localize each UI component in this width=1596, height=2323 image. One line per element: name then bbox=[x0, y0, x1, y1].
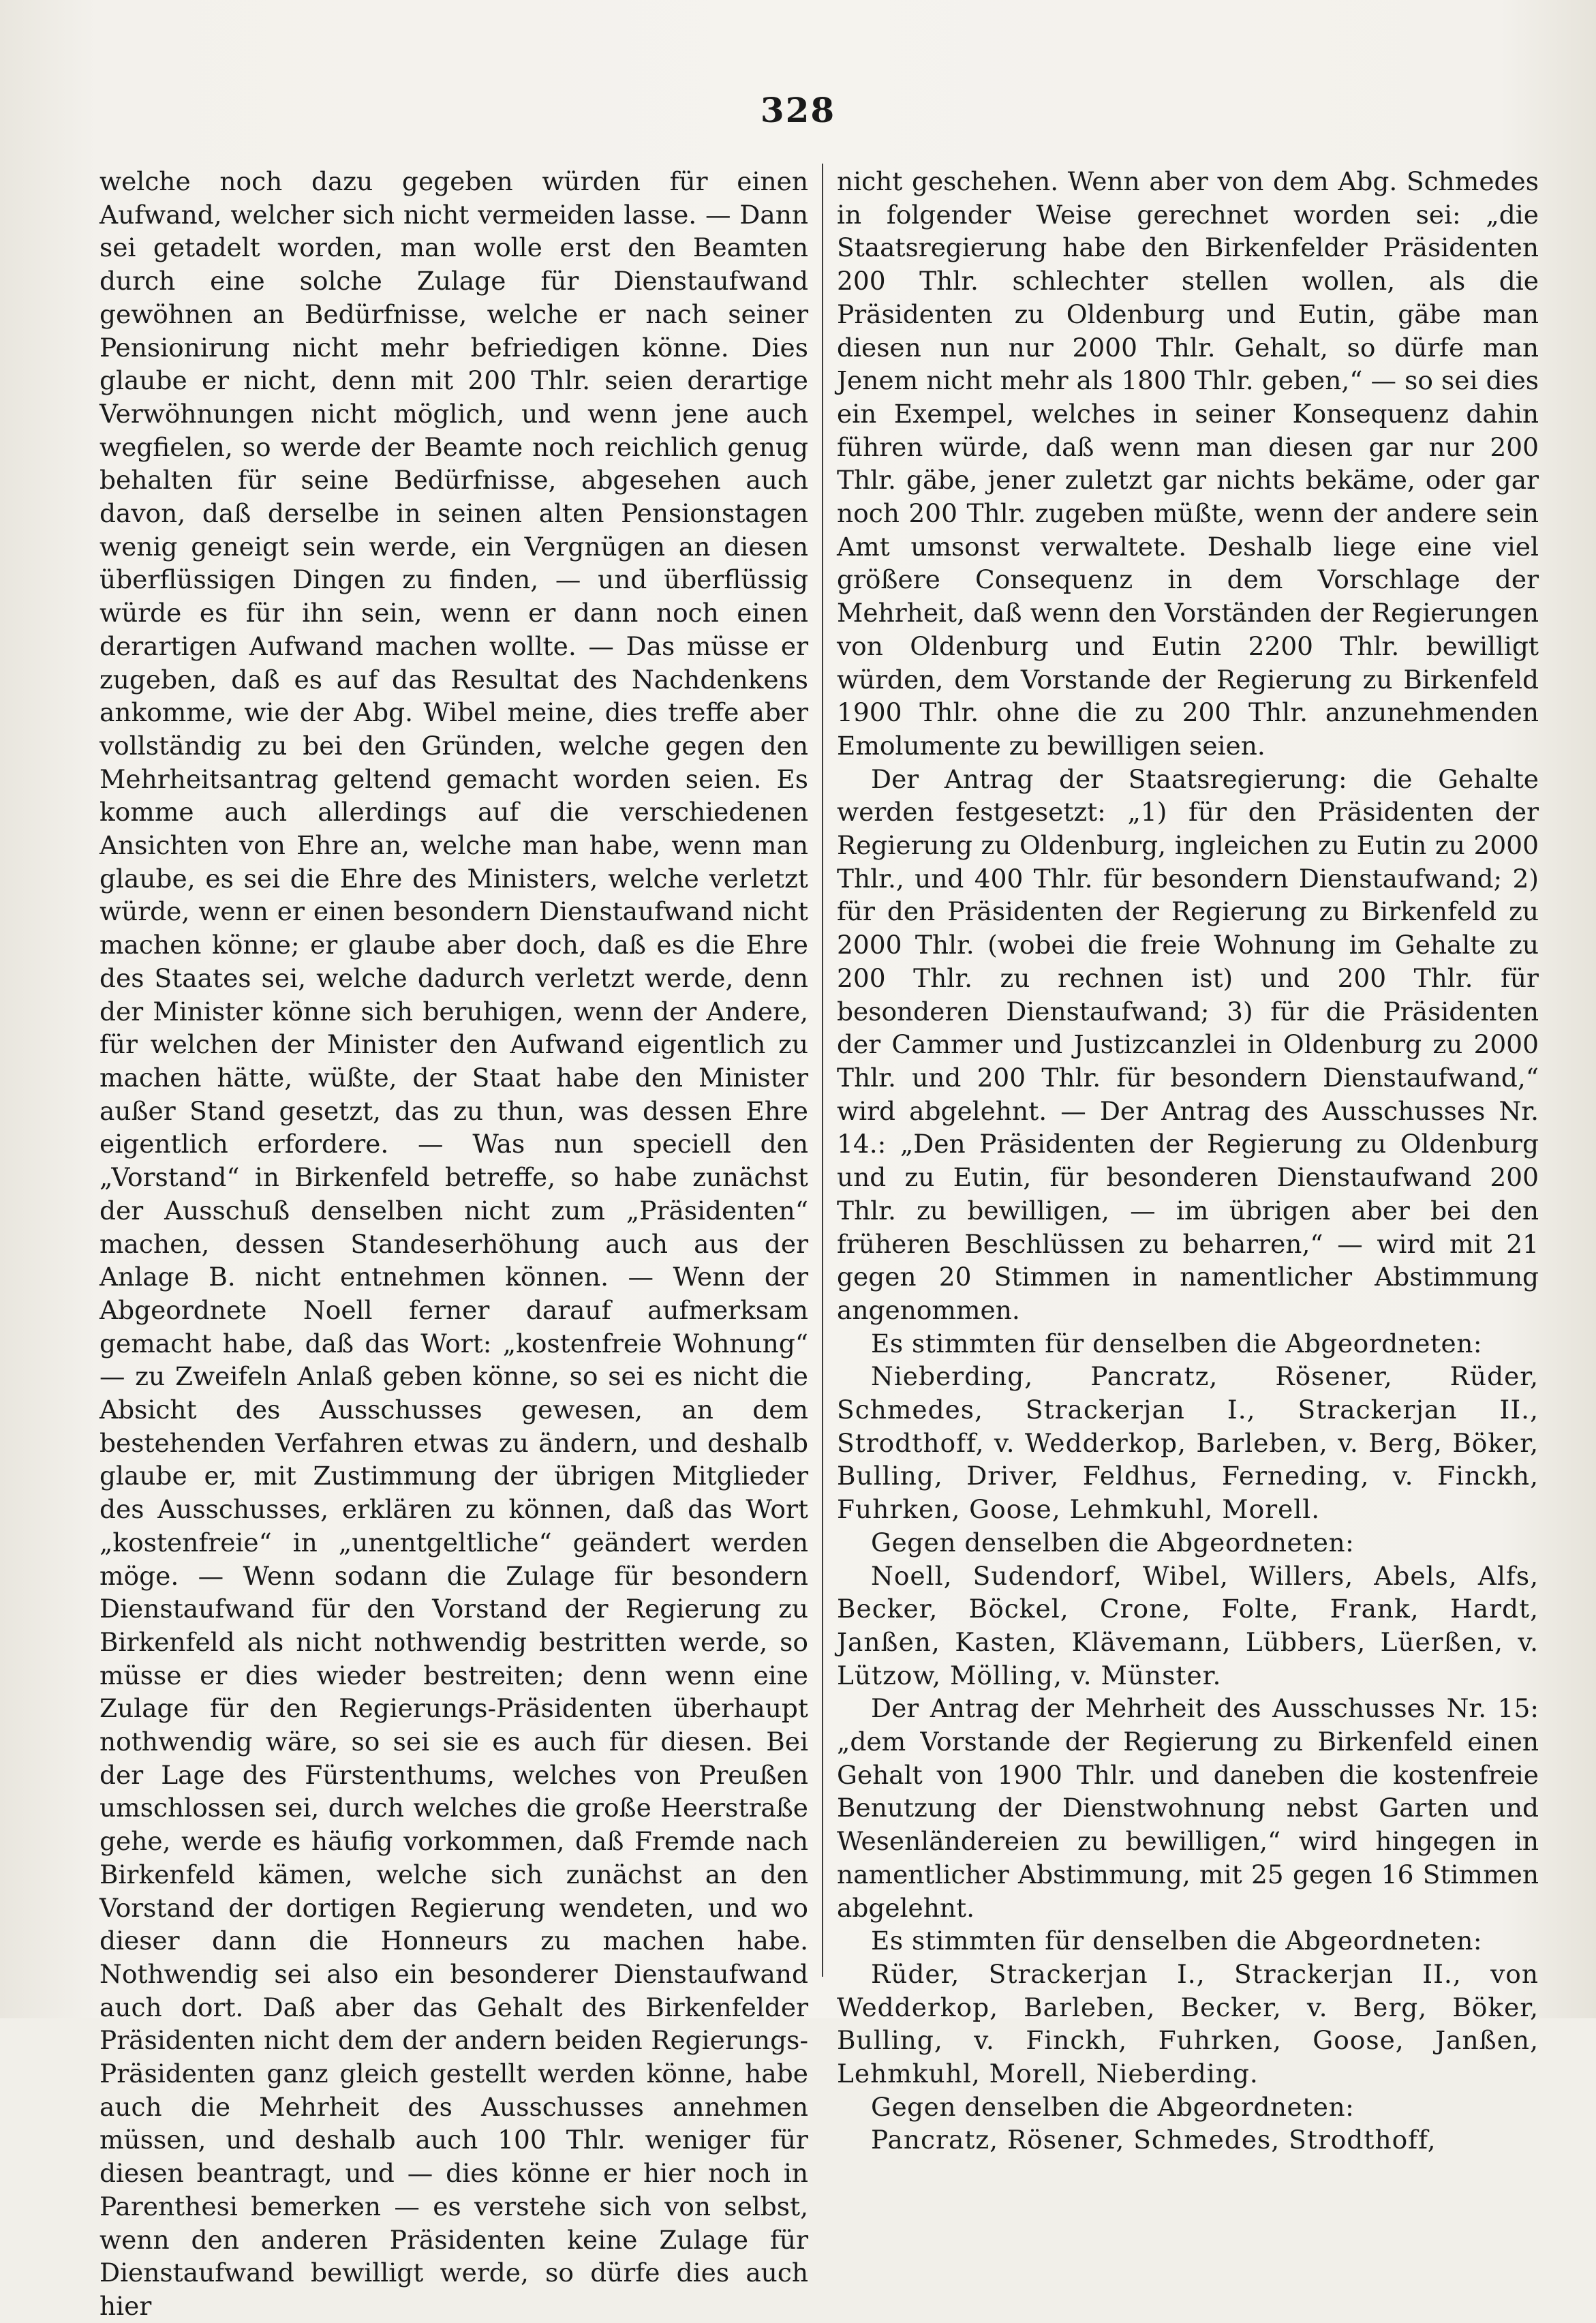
paragraph: Der Antrag der Mehrheit des Ausschusses Nr. 15: „dem Vorstande der Regierung zu Birkenfeld einen Gehalt von 1900 Thlr. und daneben die kostenfreie Benutzung der Dienstwohnung nebst Garten und Wesenländereien zu bewilligen,“ wird hingegen in namentlicher Abstimmung, mit 25 gegen 16 Stimmen abgelehnt. bbox=[837, 1693, 1539, 1923]
name-list: Pancratz, Rösener, Schmedes, Strodthoff, bbox=[871, 2125, 1437, 2155]
paragraph: Der Antrag der Staatsregierung: die Gehalte werden festgesetzt: „1) für den Präsidenten der Regierung zu Oldenburg, ingleichen zu Eutin zu 2000 Thlr., und 400 Thlr. für besondern Dienstaufwand; 2) für den Präsidenten der Regierung zu Birkenfeld zu 2000 Thlr. (wobei die freie Wohnung im Gehalte zu 200 Thlr. zu rechnen ist) und 200 Thlr. für besonderen Dienstaufwand; 3) für die Präsidenten der Cammer und Justizcanzlei in Oldenburg zu 2000 Thlr. und 200 Thlr. für besondern Dienstaufwand,“ wird abgelehnt. — Der Antrag des Ausschusses Nr. 14.: „Den Präsidenten der Regierung zu Oldenburg und zu Eutin, für besonderen Dienstaufwand 200 Thlr. zu bewilligen, — im übrigen aber bei den früheren Beschlüssen zu beharren,“ — wird mit 21 gegen 20 Stimmen in namentlicher Abstimmung angenommen. bbox=[837, 763, 1539, 1325]
vote-label: Gegen denselben die Abgeordneten: bbox=[871, 2091, 1355, 2122]
vote-label: Es stimmten für denselben die Abgeordneten: bbox=[871, 1328, 1483, 1358]
paragraph: welche noch dazu gegeben würden für einen Aufwand, welcher sich nicht vermeiden lasse. — Dann sei getadelt worden, man wolle erst den Beamten durch eine solche Zulage für Dienstaufwand gewöhnen an Bedürfnisse, welche er nach seiner Pensionirung nicht mehr befriedigen könne. Dies glaube er nicht, denn mit 200 Thlr. seien derartige Verwöhnungen nicht möglich, und wenn jene auch wegfielen, so werde der Beamte noch reichlich genug behalten für seine Bedürfnisse, abgesehen auch davon, daß derselbe in seinen alten Pensionstagen wenig geneigt sein werde, ein Vergnügen an diesen überflüssigen Dingen zu finden, — und überflüssig würde es für ihn sein, wenn er dann noch einen derartigen Aufwand machen wollte. — Das müsse er zugeben, daß es auf das Resultat des Nachdenkens ankomme, wie der Abg. Wibel meine, dies treffe aber vollständig zu bei den Gründen, welche gegen den Mehrheitsantrag geltend gemacht worden seien. Es komme auch allerdings auf die verschiedenen Ansichten von Ehre an, welche man habe, wenn man glaube, es sei die Ehre des Ministers, welche verletzt würde, wenn er einen besondern Dienstaufwand nicht machen könne; er glaube aber doch, daß es die Ehre des Staates sei, welche dadurch verletzt werde, denn der Minister könne sich beruhigen, wenn der Andere, für welchen der Minister den Aufwand eigentlich zu machen hätte, wüßte, der Staat habe den Minister außer Stand gesetzt, das zu thun, was dessen Ehre eigentlich erfordere. — Was nun speciell den „Vorstand“ in Birkenfeld betreffe, so habe zunächst der Ausschuß denselben nicht zum „Präsidenten“ machen, dessen Standeserhöhung auch aus der Anlage B. nicht entnehmen können. — Wenn der Abgeordnete Noell ferner darauf aufmerksam gemacht habe, daß das Wort: „kostenfreie Wohnung“ — zu Zweifeln Anlaß geben könne, so sei es nicht die Absicht des Ausschusses gewesen, an dem bestehenden Verfahren etwas zu ändern, und deshalb glaube er, mit Zustimmung der übrigen Mitglieder des Ausschusses, erklären zu können, daß das Wort „kostenfreie“ in „unentgeltliche“ geändert werden möge. — Wenn sodann die Zulage für besondern Dienstaufwand für den Vorstand der Regierung zu Birkenfeld als nicht nothwendig bestritten werde, so müsse er dies wieder bestreiten; denn wenn eine Zulage für den Regierungs-Präsidenten überhaupt nothwendig wäre, so sei sie es auch für diesen. Bei der Lage des Fürstenthums, welches von Preußen umschlossen sei, durch welches die große Heerstraße gehe, werde es häufig vorkommen, daß Fremde nach Birkenfeld kämen, welche sich zunächst an den Vorstand der dortigen Regierung wendeten, und wo dieser dann die Honneurs zu machen habe. Nothwendig sei also ein besonderer Dienstaufwand auch dort. Daß aber das Gehalt des Birkenfelder Präsidenten nicht dem der andern beiden Regierungs-Präsidenten ganz gleich gestellt werden könne, habe auch die Mehrheit des Ausschusses annehmen müssen, und deshalb auch 100 Thlr. weniger für diesen beantragt, und — dies könne er hier noch in Parenthesi bemerken — es verstehe sich von selbst, wenn den anderen Präsidenten keine Zulage für Dienstaufwand bewilligt werde, so dürfe dies auch hier bbox=[99, 166, 808, 2321]
right-column bbox=[837, 165, 1539, 2157]
name-list: Nieberding, Pancratz, Rösener, Rüder, Schmedes, Strackerjan I., Strackerjan II., Strodthoff, v. Wedderkop, Barleben, v. Berg, Böker, Bulling, Driver, Feldhus, Ferneding, v. Finckh, Fuhrken, Goose, Lehmkuhl, Morell. bbox=[837, 1361, 1539, 1525]
vote-label: Es stimmten für denselben die Abgeordneten: bbox=[871, 1926, 1483, 1956]
page-number: 328 bbox=[760, 90, 836, 130]
paragraph: nicht geschehen. Wenn aber von dem Abg. Schmedes in folgender Weise gerechnet worden sei: „die Staatsregierung habe den Birkenfelder Präsidenten 200 Thlr. schlechter stellen wollen, als die Präsidenten zu Oldenburg und Eutin, gäbe man diesen nun nur 2000 Thlr. Gehalt, so dürfe man Jenem nicht mehr als 1800 Thlr. geben,“ — so sei dies ein Exempel, welches in seiner Konsequenz dahin führen würde, daß wenn man diesen gar nur 200 Thlr. gäbe, jener zuletzt gar nichts bekäme, oder gar noch 200 Thlr. zugeben müßte, wenn der andere sein Amt umsonst verwaltete. Deshalb liege eine viel größere Consequenz in dem Vorschlage der Mehrheit, daß wenn den Vorständen der Regierungen von Oldenburg und Eutin 2200 Thlr. bewilligt würden, dem Vorstande der Regierung zu Birkenfeld 1900 Thlr. ohne die zu 200 Thlr. anzunehmenden Emolumente zu bewilligen seien. bbox=[837, 166, 1539, 761]
name-list: Rüder, Strackerjan I., Strackerjan II., von Wedderkop, Barleben, Becker, v. Berg, Böker, Bulling, v. Finckh, Fuhrken, Goose, Janßen, Lehmkuhl, Morell, Nieberding. bbox=[837, 1958, 1539, 2089]
column-divider bbox=[822, 164, 823, 1977]
name-list: Noell, Sudendorf, Wibel, Willers, Abels, Alfs, Becker, Böckel, Crone, Folte, Frank, Hardt, Janßen, Kasten, Klävemann, Lübbers, Lüerßen, v. Lützow, Mölling, v. Münster. bbox=[837, 1560, 1539, 1690]
left-column bbox=[99, 165, 808, 2323]
vote-label: Gegen denselben die Abgeordneten: bbox=[871, 1527, 1355, 1558]
